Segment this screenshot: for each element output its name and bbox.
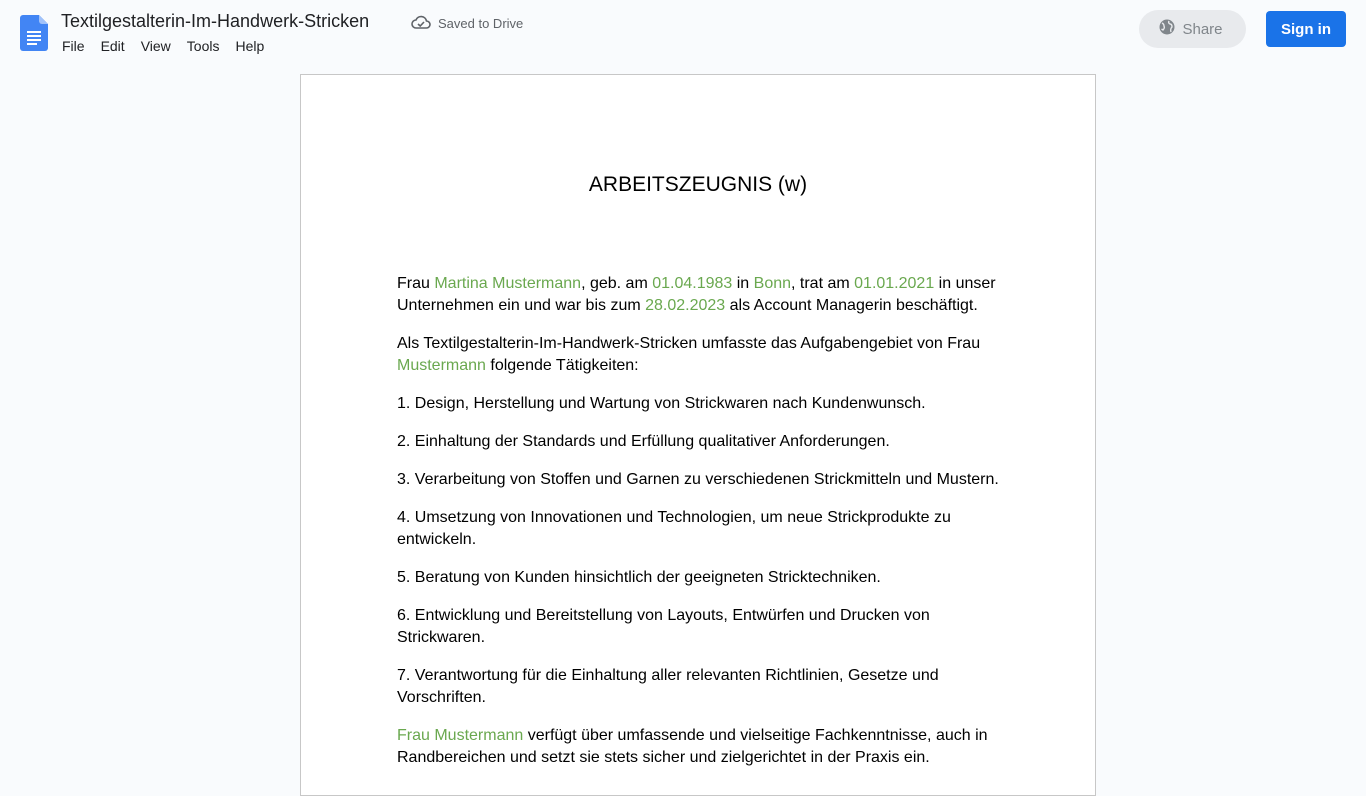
- menu-help[interactable]: Help: [235, 38, 265, 54]
- cloud-check-icon: [411, 14, 431, 33]
- task-item-4: 4. Umsetzung von Innovationen und Technologien, um neue Strickprodukte zu entwickeln.: [397, 509, 951, 548]
- document-page[interactable]: [300, 74, 1096, 796]
- save-status[interactable]: [411, 13, 523, 33]
- sign-in-button[interactable]: Sign in: [1266, 11, 1346, 47]
- duties-intro-paragraph: [397, 333, 1007, 377]
- text-span: in unser Unternehmen ein und war bis zum: [397, 275, 996, 314]
- employee-surname: Mustermann: [397, 357, 486, 374]
- menu-file[interactable]: File: [62, 38, 85, 54]
- document-title[interactable]: Textilgestalterin-Im-Handwerk-Stricken: [61, 11, 370, 31]
- task-item-3: 3. Verarbeitung von Stoffen und Garnen zu verschiedenen Strickmitteln und Mustern.: [397, 471, 999, 488]
- text-span: , geb. am: [581, 275, 653, 292]
- document-body: [397, 273, 1007, 785]
- task-item-1: 1. Design, Herstellung und Wartung von Strickwaren nach Kundenwunsch.: [397, 395, 926, 412]
- text-span: , trat am: [791, 275, 855, 292]
- end-date: 28.02.2023: [645, 297, 726, 314]
- text-span: in: [732, 275, 754, 292]
- task-item-5: 5. Beratung von Kunden hinsichtlich der geeigneten Stricktechniken.: [397, 569, 881, 586]
- text-span: Frau: [397, 275, 435, 292]
- menu-view[interactable]: View: [140, 38, 171, 54]
- globe-icon: [1158, 18, 1176, 40]
- share-label: Share: [1182, 20, 1223, 38]
- menu-bar: [62, 37, 272, 55]
- text-span: folgende Tätigkeiten:: [485, 357, 639, 374]
- top-bar: [0, 0, 1366, 64]
- skills-paragraph: [397, 725, 1007, 769]
- birth-city: Bonn: [753, 275, 792, 292]
- task-item-6: 6. Entwicklung und Bereitstellung von Layouts, Entwürfen und Drucken von Strickwaren.: [397, 607, 930, 646]
- text-span: als Account Managerin beschäftigt.: [725, 297, 978, 314]
- task-item-2: 2. Einhaltung der Standards und Erfüllung qualitativer Anforderungen.: [397, 433, 890, 450]
- menu-tools[interactable]: Tools: [186, 38, 220, 54]
- document-heading: ARBEITSZEUGNIS (w): [588, 173, 808, 196]
- employee-name: Martina Mustermann: [434, 275, 582, 292]
- share-button[interactable]: [1139, 10, 1246, 48]
- task-item-7: 7. Verantwortung für die Einhaltung aller relevanten Richtlinien, Gesetze und Vorschriften.: [397, 667, 939, 706]
- birth-date: 01.04.1983: [652, 275, 733, 292]
- start-date: 01.01.2021: [854, 275, 935, 292]
- intro-paragraph: [397, 273, 1007, 317]
- save-status-text: Saved to Drive: [438, 15, 524, 31]
- google-docs-icon[interactable]: [20, 15, 48, 51]
- menu-edit[interactable]: Edit: [100, 38, 125, 54]
- text-span: verfügt über umfassende und vielseitige Fachkenntnisse, auch in Randbereichen und setzt sie stets sicher und zielgerichtet in der Praxis ein.: [397, 727, 988, 766]
- employee-full-ref: Frau Mustermann: [397, 727, 524, 744]
- text-span: Als Textilgestalterin-Im-Handwerk-Stricken umfasste das Aufgabengebiet von Frau: [397, 335, 981, 352]
